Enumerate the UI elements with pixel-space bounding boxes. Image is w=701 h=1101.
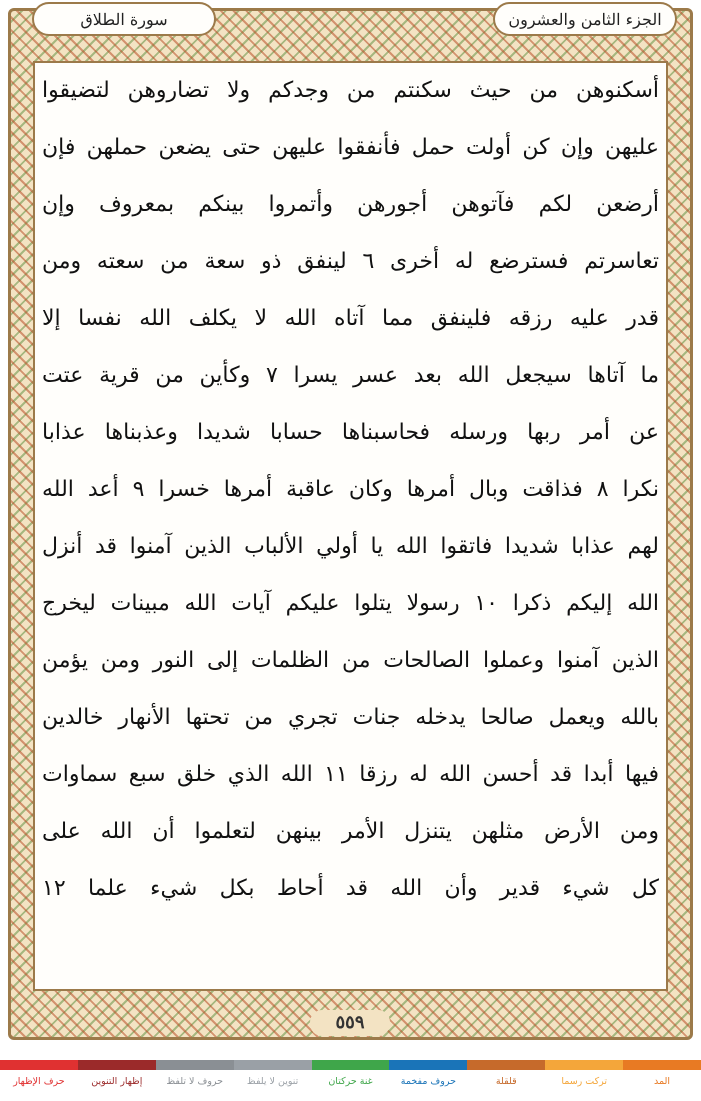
legend-label: المد (654, 1076, 671, 1087)
legend-item (545, 1060, 623, 1101)
legend-label: تركت رسما (561, 1076, 608, 1087)
text-line: الذين آمنوا وعملوا الصالحات من الظلمات إلى النور ومن يؤمن (42, 648, 659, 673)
text-line: بالله ويعمل صالحا يدخله جنات تجري من تحتها الأنهار خالدين (42, 705, 659, 730)
legend-label: حرف الإظهار (13, 1076, 65, 1087)
legend-item (623, 1060, 701, 1101)
legend-item (156, 1060, 234, 1101)
tajweed-legend (0, 1060, 701, 1101)
text-line: ومن الأرض مثلهن يتنزل الأمر بينهن لتعلموا أن الله على (42, 819, 659, 844)
legend-label: قلقلة (495, 1076, 517, 1087)
legend-item (78, 1060, 156, 1101)
text-line: قدر عليه رزقه فلينفق مما آتاه الله لا يكلف الله نفسا إلا (42, 306, 659, 331)
legend-label: حروف لا تلفظ (166, 1076, 224, 1087)
legend-label: حروف مفخمة (400, 1076, 456, 1087)
legend-label: إظهار التنوين (91, 1076, 143, 1087)
surah-label: سورة الطلاق (32, 2, 216, 36)
legend-color-bar (312, 1060, 390, 1070)
text-line: الله إليكم ذكرا ١٠ رسولا يتلوا عليكم آيات الله مبينات ليخرج (42, 591, 659, 616)
legend-label: غنة حركتان (328, 1076, 373, 1087)
juz-label: الجزء الثامن والعشرون (493, 2, 677, 36)
legend-item (0, 1060, 78, 1101)
text-line: عليهن وإن كن أولت حمل فأنفقوا عليهن حتى يضعن حملهن فإن (42, 135, 659, 160)
legend-color-bar (467, 1060, 545, 1070)
text-line: أسكنوهن من حيث سكنتم من وجدكم ولا تضاروهن لتضيقوا (42, 78, 659, 103)
legend-label: تنوين لا يلفظ (246, 1076, 299, 1087)
legend-color-bar (545, 1060, 623, 1070)
quran-text (42, 62, 659, 917)
legend-item (467, 1060, 545, 1101)
legend-color-bar (0, 1060, 78, 1070)
text-line: كل شيء قدير وأن الله قد أحاط بكل شيء علما ١٢ (42, 876, 659, 901)
text-line: نكرا ٨ فذاقت وبال أمرها وكان عاقبة أمرها خسرا ٩ أعد الله (42, 477, 659, 502)
legend-item (389, 1060, 467, 1101)
legend-color-bar (623, 1060, 701, 1070)
legend-color-bar (78, 1060, 156, 1070)
legend-color-bar (234, 1060, 312, 1070)
text-line: تعاسرتم فسترضع له أخرى ٦ لينفق ذو سعة من سعته ومن (42, 249, 659, 274)
text-line: عن أمر ربها ورسله فحاسبناها حسابا شديدا وعذبناها عذابا (42, 420, 659, 445)
text-line: أرضعن لكم فآتوهن أجورهن وأتمروا بينكم بمعروف وإن (42, 192, 659, 217)
legend-item (312, 1060, 390, 1101)
legend-item (234, 1060, 312, 1101)
text-line: فيها أبدا قد أحسن الله له رزقا ١١ الله الذي خلق سبع سماوات (42, 762, 659, 787)
legend-color-bar (389, 1060, 467, 1070)
text-line: لهم عذابا شديدا فاتقوا الله يا أولي الألباب الذين آمنوا قد أنزل (42, 534, 659, 559)
text-line: ما آتاها سيجعل الله بعد عسر يسرا ٧ وكأين من قرية عتت (42, 363, 659, 388)
page-number: ٥٥٩ (310, 1010, 390, 1036)
legend-color-bar (156, 1060, 234, 1070)
